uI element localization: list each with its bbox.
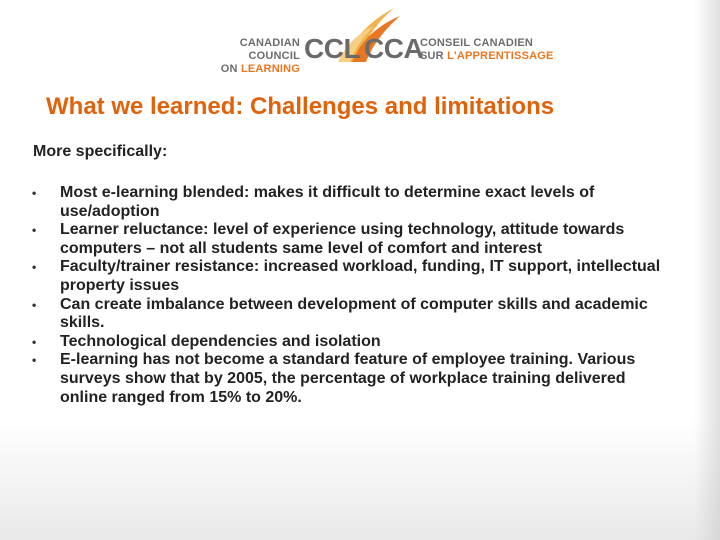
logo-french-line1: CONSEIL CANADIEN <box>420 37 534 49</box>
bullet-dot-icon: • <box>32 223 37 238</box>
bullet-item <box>30 333 670 352</box>
bullet-dot-icon: • <box>32 353 37 368</box>
bullet-item <box>30 184 670 221</box>
logo-english-line2-prefix: ON <box>220 63 241 75</box>
logo-ccl-text: CCL <box>304 33 361 64</box>
bullet-text: Can create imbalance between development of computer skills and academic skills. <box>60 295 648 332</box>
bullet-item <box>30 258 670 295</box>
bullet-item <box>30 221 670 258</box>
bullet-dot-icon: • <box>32 297 37 312</box>
logo-french-line2-prefix: SUR <box>420 50 448 62</box>
logo-french-line2 <box>420 50 570 63</box>
logo-french-line2-accent: L'APPRENTISSAGE <box>447 50 554 62</box>
bullet-list <box>30 184 670 407</box>
bullet-text: Most e-learning blended: makes it difficult to determine exact levels of use/adoption <box>60 184 595 220</box>
bullet-dot-icon: • <box>32 186 37 200</box>
bullet-dot-icon: • <box>32 260 37 275</box>
logo-french-name <box>420 37 570 63</box>
logo-english-line2-accent: LEARNING <box>240 63 300 75</box>
bullet-dot-icon: • <box>32 334 37 349</box>
logo-english-line2 <box>190 63 300 76</box>
logo-english-line1: CANADIAN COUNCIL <box>239 37 300 62</box>
bullet-text: Learner reluctance: level of experience using technology, attitude towards computers – not all students same level of comfort and interest <box>60 221 625 257</box>
bullet-text: E-learning has not become a standard feature of employee training. Various surveys show that by 2005, the percentage of workplace training delivered online ranged from 15% to 20%. <box>60 351 636 406</box>
bullet-text: Technological dependencies and isolation <box>60 332 381 350</box>
bullet-item <box>30 296 670 333</box>
bullet-item <box>30 351 670 407</box>
logo-mark <box>300 0 424 80</box>
slide-title: What we learned: Challenges and limitations <box>46 93 555 120</box>
logo-cca-text: CCA <box>364 33 424 64</box>
bullet-text: Faculty/trainer resistance: increased workload, funding, IT support, intellectual property issues <box>60 258 661 294</box>
logo-english-name <box>190 37 300 76</box>
slide-edge-shadow <box>694 0 720 540</box>
slide-subheading: More specifically: <box>33 143 168 160</box>
organization-logo <box>150 0 570 80</box>
